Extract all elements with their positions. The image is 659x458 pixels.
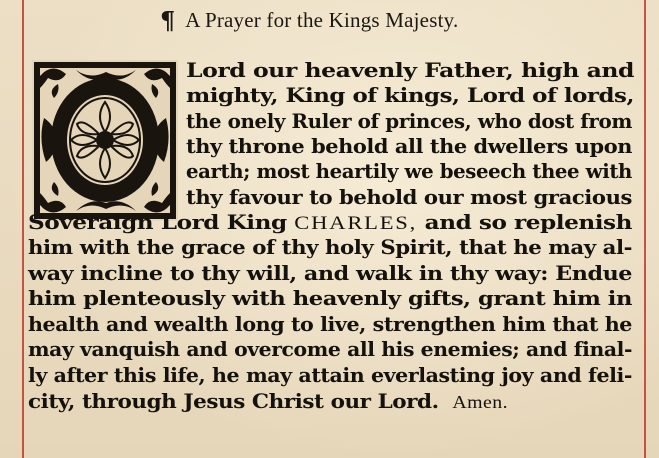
prayer-line-3: the onely Ruler of princes, who dost from: [186, 110, 632, 133]
prayer-line-7: [28, 211, 632, 236]
prayer-title: A Prayer for the Kings Majesty.: [185, 7, 459, 32]
ornamental-initial-o: [30, 58, 180, 223]
prayer-line-8: him with the grace of thy holy Spirit, that he may al-: [28, 236, 632, 259]
prayer-line-11: health and wealth long to live, strengthen him that he: [28, 313, 632, 336]
line7-suffix: and so replenish: [424, 211, 632, 234]
prayer-line-6: thy favour to behold our most gracious: [186, 186, 632, 209]
prayer-line-12: may vanquish and overcome all his enemies; and final-: [28, 338, 632, 361]
left-margin-rule: [22, 0, 24, 458]
prayer-line-10: him plenteously with heavenly gifts, grant him in: [28, 287, 632, 310]
right-margin-rule: [644, 0, 646, 458]
last-line-text: city, through Jesus Christ our Lord.: [28, 390, 439, 413]
prayer-line-13: ly after this life, he may attain everlasting joy and feli-: [28, 364, 632, 387]
prayer-line-4: thy throne behold all the dwellers upon: [186, 135, 632, 158]
prayer-line-5: earth; most heartily we beseech thee with: [186, 160, 632, 183]
prayer-line-14: [28, 390, 508, 414]
prayer-heading: [160, 6, 458, 34]
line7-prefix: Soveraign Lord King: [28, 211, 287, 234]
prayer-line-9: way incline to thy will, and walk in thy way: Endue: [28, 262, 632, 285]
king-name: CHARLES,: [294, 213, 418, 234]
amen: Amen.: [452, 392, 508, 412]
prayer-line-1: Lord our heavenly Father, high and: [186, 59, 634, 82]
pilcrow-icon: ¶: [160, 5, 176, 35]
prayer-line-2: mighty, King of kings, Lord of lords,: [186, 84, 634, 107]
